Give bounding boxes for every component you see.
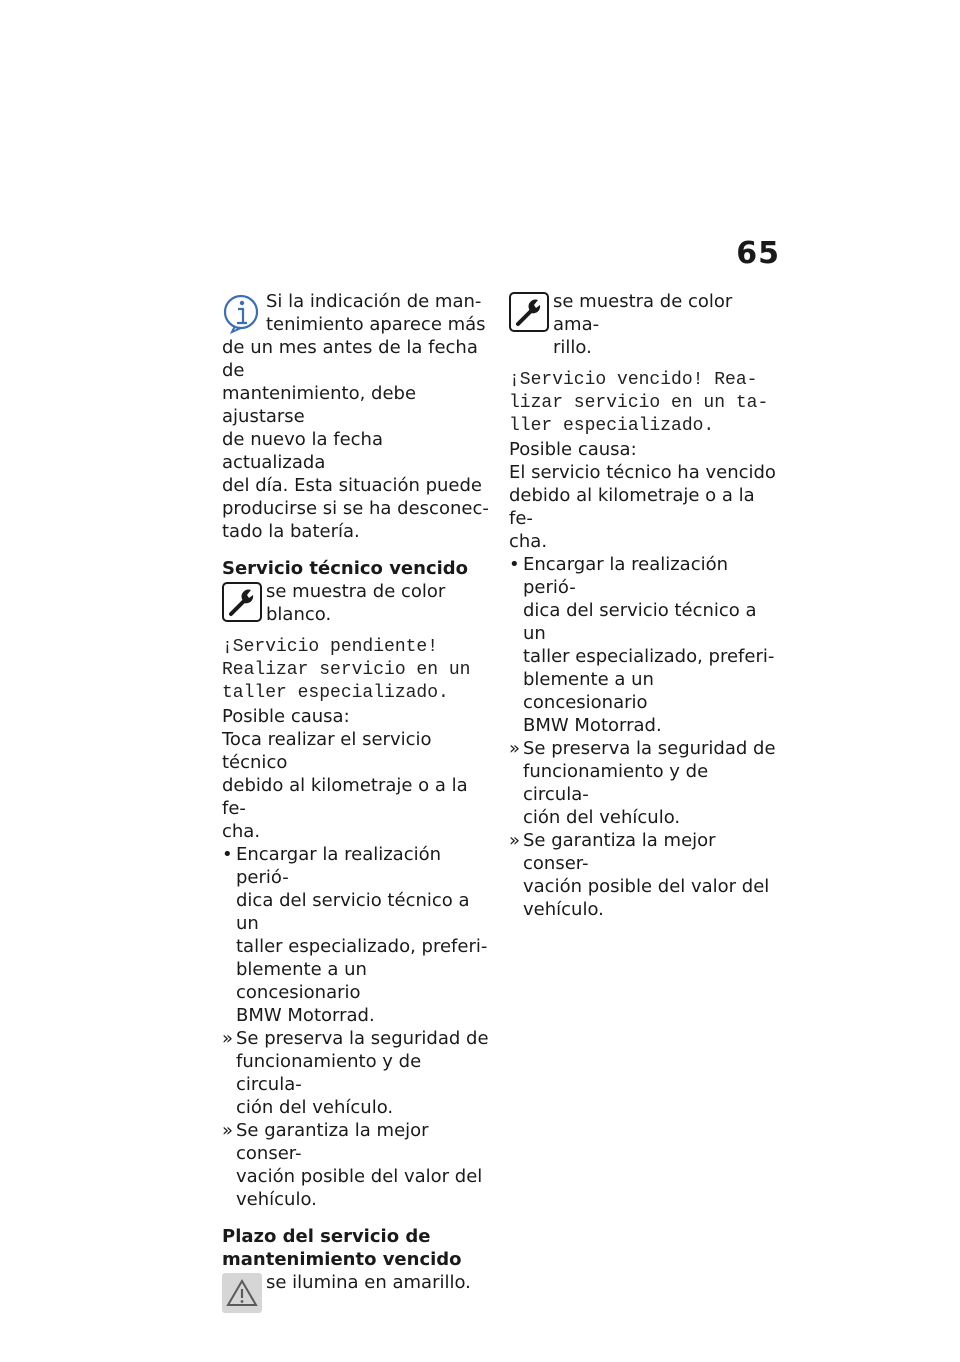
info-text-line: del día. Esta situación puede [222,475,483,496]
action-item [509,553,777,737]
action-item [222,843,490,1027]
info-text-line: tado la batería. [222,521,360,542]
action-line: taller especializado, preferi- [236,936,488,957]
warning-triangle-icon [222,1273,262,1313]
cause-label: Posible causa: [509,439,637,460]
result-line: ción del vehículo. [523,807,681,828]
bullet-marker: • [509,554,520,575]
action-line: Encargar la realización perió- [236,844,442,888]
result-marker: » [509,738,521,759]
result-item [222,1027,490,1119]
action-line: Encargar la realización perió- [523,554,729,598]
icon-caption-line: se ilumina en amarillo. [266,1272,471,1293]
cause-line: Toca realizar el servicio técnico [222,729,432,773]
result-item [509,829,777,921]
result-line: Se garantiza la mejor conser- [523,830,716,874]
action-list [222,843,490,1211]
result-line: funcionamiento y de circula- [523,761,709,805]
result-line: Se garantiza la mejor conser- [236,1120,429,1164]
result-marker: » [222,1120,234,1141]
result-line: vehículo. [523,899,604,920]
service-icon-row [222,580,490,626]
info-text-line: tenimiento aparece más [266,314,486,335]
result-item [509,737,777,829]
section-title: Servicio técnico vencido [222,558,469,579]
action-line: taller especializado, preferi- [523,646,775,667]
info-icon [222,292,262,334]
info-text-line: de un mes antes de la fecha de [222,337,478,381]
display-message [222,636,490,705]
action-line: dica del servicio técnico a un [523,600,757,644]
display-line: lizar servicio en un ta- [509,393,769,413]
display-line: ¡Servicio pendiente! [222,637,439,657]
info-text-line: producirse si se ha desconec- [222,498,489,519]
action-list [509,553,777,921]
icon-caption-line: blanco. [266,604,332,625]
result-line: ción del vehículo. [236,1097,394,1118]
cause-line: debido al kilometraje o a la fe- [222,775,468,819]
section-title [222,1225,490,1271]
icon-caption-line: se muestra de color [266,581,446,602]
result-marker: » [222,1028,234,1049]
service-icon-row [509,290,777,359]
section-title-line: mantenimiento vencido [222,1249,462,1270]
result-marker: » [509,830,521,851]
info-text-line: mantenimiento, debe ajustarse [222,383,417,427]
cause-label: Posible causa: [222,706,350,727]
action-line: BMW Motorrad. [236,1005,375,1026]
action-line: BMW Motorrad. [523,715,662,736]
wrench-icon [509,292,549,332]
result-line: vación posible del valor del [236,1166,483,1187]
action-line: dica del servicio técnico a un [236,890,470,934]
icon-caption-line: rillo. [553,337,592,358]
result-line: Se preserva la seguridad de [236,1028,489,1049]
display-line: Realizar servicio en un [222,660,471,680]
right-column [509,290,777,921]
icon-caption-line: se muestra de color ama- [553,291,733,335]
info-note [222,290,490,336]
info-text-line: de nuevo la fecha actualizada [222,429,383,473]
bullet-marker: • [222,844,233,865]
action-line: blemente a un concesionario [236,959,367,1003]
cause-line: debido al kilometraje o a la fe- [509,485,755,529]
wrench-icon [222,582,262,622]
display-line: ller especializado. [509,416,715,436]
result-line: vación posible del valor del [523,876,770,897]
action-line: blemente a un concesionario [523,669,654,713]
section-title-line: Plazo del servicio de [222,1226,431,1247]
result-line: Se preserva la seguridad de [523,738,776,759]
cause-line: cha. [222,821,261,842]
display-message [509,369,777,438]
display-line: taller especializado. [222,683,449,703]
result-line: funcionamiento y de circula- [236,1051,422,1095]
result-item [222,1119,490,1211]
cause-line: El servicio técnico ha vencido [509,462,776,483]
display-line: ¡Servicio vencido! Rea- [509,370,758,390]
result-line: vehículo. [236,1189,317,1210]
page-number: 65 [736,236,780,271]
left-column [222,290,490,1317]
cause-line: cha. [509,531,548,552]
warning-icon-row [222,1271,490,1317]
info-text-line: Si la indicación de man- [266,291,482,312]
